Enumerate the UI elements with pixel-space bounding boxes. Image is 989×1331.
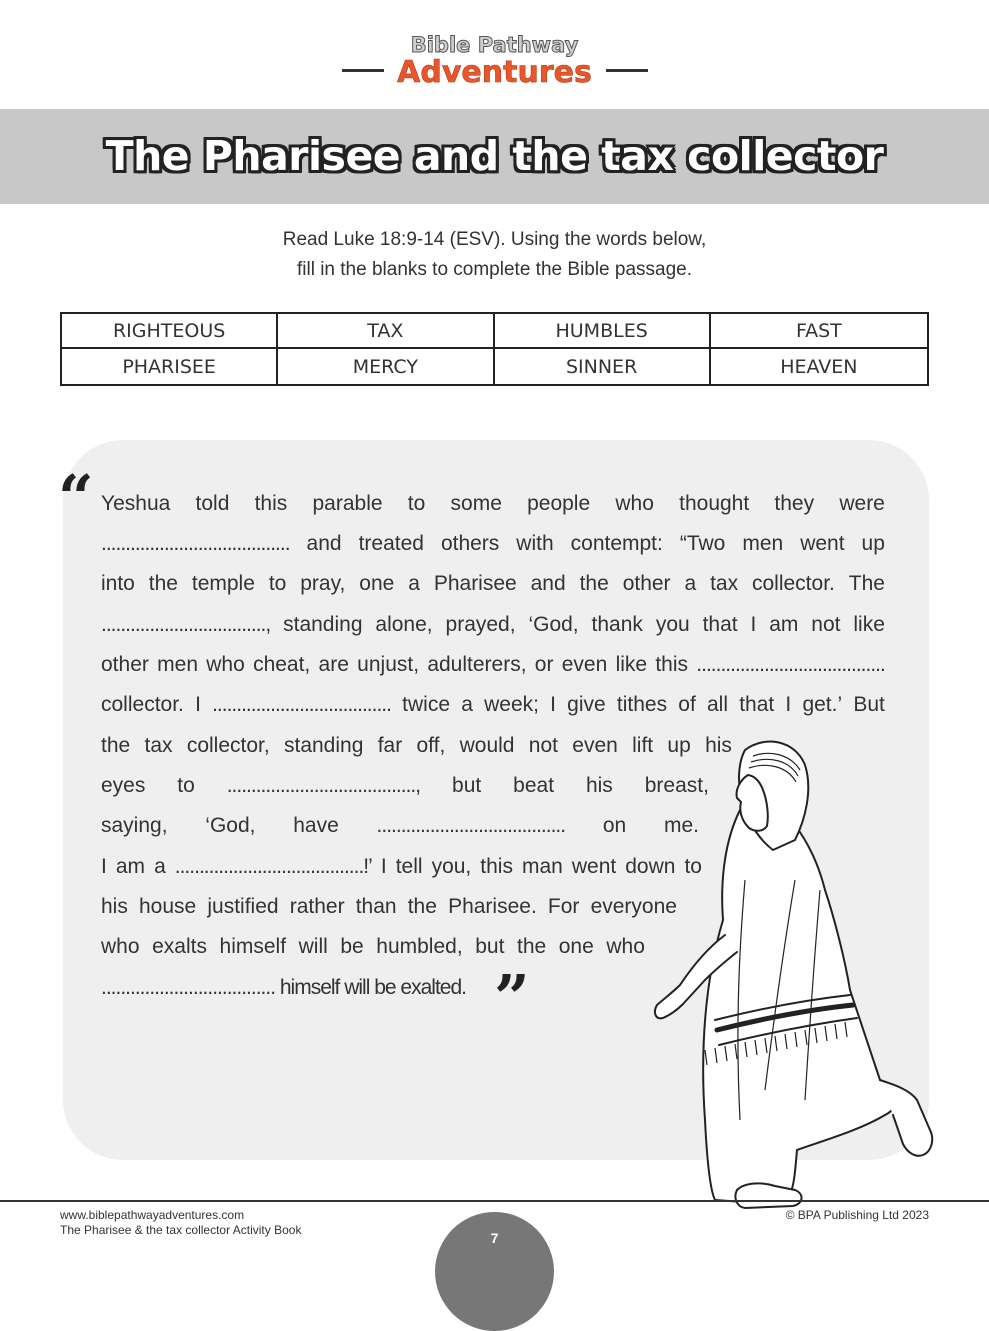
word-bank-cell: FAST — [711, 314, 927, 349]
passage-word: week; — [484, 693, 539, 716]
brand-logo — [0, 25, 989, 100]
word-bank-cell: PHARISEE — [62, 349, 278, 384]
passage-word: give — [567, 693, 606, 716]
passage-word: man — [521, 855, 563, 878]
passage-word: collector. — [751, 572, 835, 595]
page-number: 7 — [490, 1230, 499, 1246]
passage-word: treated — [358, 532, 424, 555]
fill-in-blank: ..................................... — [212, 693, 391, 716]
passage-word: they — [774, 492, 815, 515]
passage-word: off, — [416, 734, 446, 757]
passage-word: men — [742, 532, 784, 555]
passage-word: twice — [402, 693, 451, 716]
passage-word: But — [853, 693, 885, 716]
passage-word: standing — [283, 734, 364, 757]
passage-word: Pharisee — [433, 572, 517, 595]
passage-word: up — [667, 734, 691, 757]
passage-word: lift — [632, 734, 654, 757]
passage-line — [101, 569, 885, 599]
passage-word: ‘God, — [528, 613, 579, 636]
passage-word: himself — [219, 935, 287, 958]
passage-word: Pharisee. — [448, 895, 537, 918]
passage-word: to — [684, 855, 702, 878]
passage-word: get.’ — [802, 693, 843, 716]
passage-word: men — [157, 653, 198, 676]
word-bank-table — [60, 312, 929, 386]
passage-word: exalts — [152, 935, 207, 958]
passage-word: would — [459, 734, 515, 757]
passage-word: that — [702, 613, 738, 636]
fill-in-blank: ....................................... — [696, 653, 885, 676]
passage-word: down — [625, 855, 676, 878]
passage-word: one — [558, 935, 594, 958]
passage-word: other — [101, 653, 149, 676]
passage-word: this — [254, 492, 288, 515]
passage-word: this — [480, 855, 513, 878]
passage-word: cheat, — [253, 653, 311, 676]
footer-book-title: The Pharisee & the tax collector Activity Book — [60, 1223, 302, 1237]
passage-word: prayed, — [445, 613, 516, 636]
passage-word: went — [571, 855, 617, 878]
passage-word: contempt: — [570, 532, 663, 555]
passage-word: thought — [679, 492, 750, 515]
passage-word: eyes — [101, 774, 146, 797]
passage-word: this — [655, 653, 689, 676]
passage-word: pray, — [300, 572, 346, 595]
passage-line — [101, 811, 699, 841]
passage-word: temple — [191, 572, 255, 595]
fill-in-blank: .................................... himself will be exalted. — [101, 976, 466, 999]
passage-word: even — [561, 653, 608, 676]
passage-word: tithes — [616, 693, 668, 716]
passage-word: into — [101, 572, 135, 595]
passage-word: one — [359, 572, 395, 595]
word-bank-cell: MERCY — [278, 349, 494, 384]
passage-word: not — [528, 734, 558, 757]
close-quote-mark: ” — [494, 961, 530, 1034]
passage-word: have — [293, 814, 339, 837]
passage-word: unjust, — [357, 653, 420, 676]
passage-word: me. — [663, 814, 699, 837]
passage-word: other — [622, 572, 671, 595]
fill-in-blank: ....................................... — [376, 814, 566, 837]
passage-word: justified — [207, 895, 279, 918]
instructions — [0, 225, 989, 285]
passage-word: who — [206, 653, 245, 676]
passage-word: were — [839, 492, 885, 515]
passage-word: ‘God, — [205, 814, 256, 837]
instructions-line-1: Read Luke 18:9-14 (ESV). Using the words below, — [282, 229, 707, 250]
passage-word: everyone — [590, 895, 677, 918]
passage-word: to — [268, 572, 287, 595]
passage-word: the — [516, 935, 547, 958]
passage-word: than — [355, 895, 397, 918]
passage-line — [101, 489, 885, 519]
title-banner — [0, 109, 989, 204]
passage-word: a — [684, 572, 697, 595]
passage-word: who — [101, 935, 140, 958]
passage-line — [101, 650, 885, 680]
passage-word: and — [530, 572, 566, 595]
passage-word: rather — [289, 895, 345, 918]
passage-word: house — [139, 895, 197, 918]
footer-left — [60, 1208, 301, 1238]
passage-word: up — [861, 532, 885, 555]
passage-word: collector. — [101, 693, 184, 716]
passage-word: standing — [283, 613, 363, 636]
passage-word: or — [534, 653, 554, 676]
word-bank-cell: HEAVEN — [780, 355, 858, 378]
passage-word: his — [585, 774, 613, 797]
passage-word: not — [811, 613, 841, 636]
passage-word: Yeshua — [101, 492, 171, 515]
passage-word: tax — [710, 572, 739, 595]
passage-word: the — [101, 734, 131, 757]
word-bank-cell: SINNER — [495, 349, 711, 384]
passage-word: “Two — [679, 532, 726, 555]
passage-line — [101, 731, 732, 761]
instructions-line-2: fill in the blanks to complete the Bible passage. — [296, 259, 692, 280]
passage-word: alone, — [375, 613, 433, 636]
passage-word: but — [475, 935, 505, 958]
passage-word: far — [377, 734, 403, 757]
passage-word: like — [615, 653, 648, 676]
footer-divider — [0, 1200, 989, 1202]
passage-word: of — [678, 693, 696, 716]
footer-website: www.biblepathwayadventures.com — [60, 1208, 245, 1222]
passage-word: I — [785, 693, 792, 716]
passage-word: that — [739, 693, 775, 716]
passage-word: all — [706, 693, 728, 716]
passage-word: I — [750, 613, 757, 636]
passage-word: am — [115, 855, 146, 878]
word-bank-cell: TAX — [278, 314, 494, 349]
word-bank-cell: HUMBLES — [495, 314, 711, 349]
passage-word: the — [579, 572, 609, 595]
passage-word: collector, — [186, 734, 270, 757]
passage-word: the — [148, 572, 178, 595]
passage-word: with — [516, 532, 554, 555]
passage-word: will — [298, 935, 328, 958]
footer-copyright: © BPA Publishing Ltd 2023 — [785, 1208, 929, 1222]
passage-word: breast, — [644, 774, 709, 797]
passage-word: I — [550, 693, 556, 716]
passage-word: are — [318, 653, 349, 676]
passage-word: I — [101, 855, 107, 878]
passage-line — [101, 932, 645, 962]
passage-word: went — [800, 532, 845, 555]
passage-word: to — [407, 492, 426, 515]
passage-word: but — [452, 774, 482, 797]
passage-word: adulterers, — [427, 653, 527, 676]
passage-word: tax — [144, 734, 173, 757]
passage-word: beat — [513, 774, 555, 797]
passage-word: on — [602, 814, 627, 837]
passage-word: like — [853, 613, 885, 636]
passage-line — [101, 852, 702, 882]
passage-word: I — [195, 693, 201, 716]
passage-word: some — [450, 492, 502, 515]
logo-top-text: Bible Pathway — [410, 33, 579, 57]
passage-word: be — [340, 935, 364, 958]
passage-word: humbled, — [376, 935, 463, 958]
passage-word: who — [615, 492, 654, 515]
passage-word: For — [547, 895, 580, 918]
passage-word: thank — [591, 613, 643, 636]
logo-bottom-text: Adventures — [397, 55, 592, 90]
word-bank-cell: RIGHTEOUS — [62, 314, 278, 349]
passage-line — [101, 973, 466, 1003]
passage-line — [101, 529, 885, 559]
passage-word: the — [407, 895, 437, 918]
passage-line — [101, 892, 677, 922]
passage-word: The — [848, 572, 885, 595]
fill-in-blank: .......................................!’ — [174, 855, 372, 878]
passage-word: I — [380, 855, 387, 878]
passage-word: to — [177, 774, 195, 797]
open-quote-mark: “ — [58, 461, 94, 534]
passage-line — [101, 771, 709, 801]
passage-word: others — [440, 532, 500, 555]
passage-word: parable — [312, 492, 383, 515]
passage-word: a — [408, 572, 420, 595]
passage-word: a — [154, 855, 166, 878]
passage-word: his — [101, 895, 128, 918]
passage-line — [101, 610, 885, 640]
passage-word: who — [606, 935, 645, 958]
passage-word: saying, — [101, 814, 168, 837]
passage-line — [101, 690, 885, 720]
passage-word: even — [572, 734, 618, 757]
page-title: The Pharisee and the tax collector — [105, 132, 884, 180]
passage-word: a — [461, 693, 473, 716]
passage-word: you, — [431, 855, 472, 878]
passage-word: and — [306, 532, 342, 555]
passage-word: told — [195, 492, 230, 515]
passage-word: tell — [395, 855, 423, 878]
fill-in-blank: ....................................... — [101, 532, 290, 555]
fill-in-blank: ......................................., — [226, 774, 421, 797]
passage-word: you — [655, 613, 690, 636]
passage-word: people — [527, 492, 591, 515]
passage-word: his — [705, 734, 732, 757]
page-number-badge — [435, 1212, 554, 1331]
passage-word: am — [769, 613, 799, 636]
fill-in-blank: .................................., — [101, 613, 271, 636]
